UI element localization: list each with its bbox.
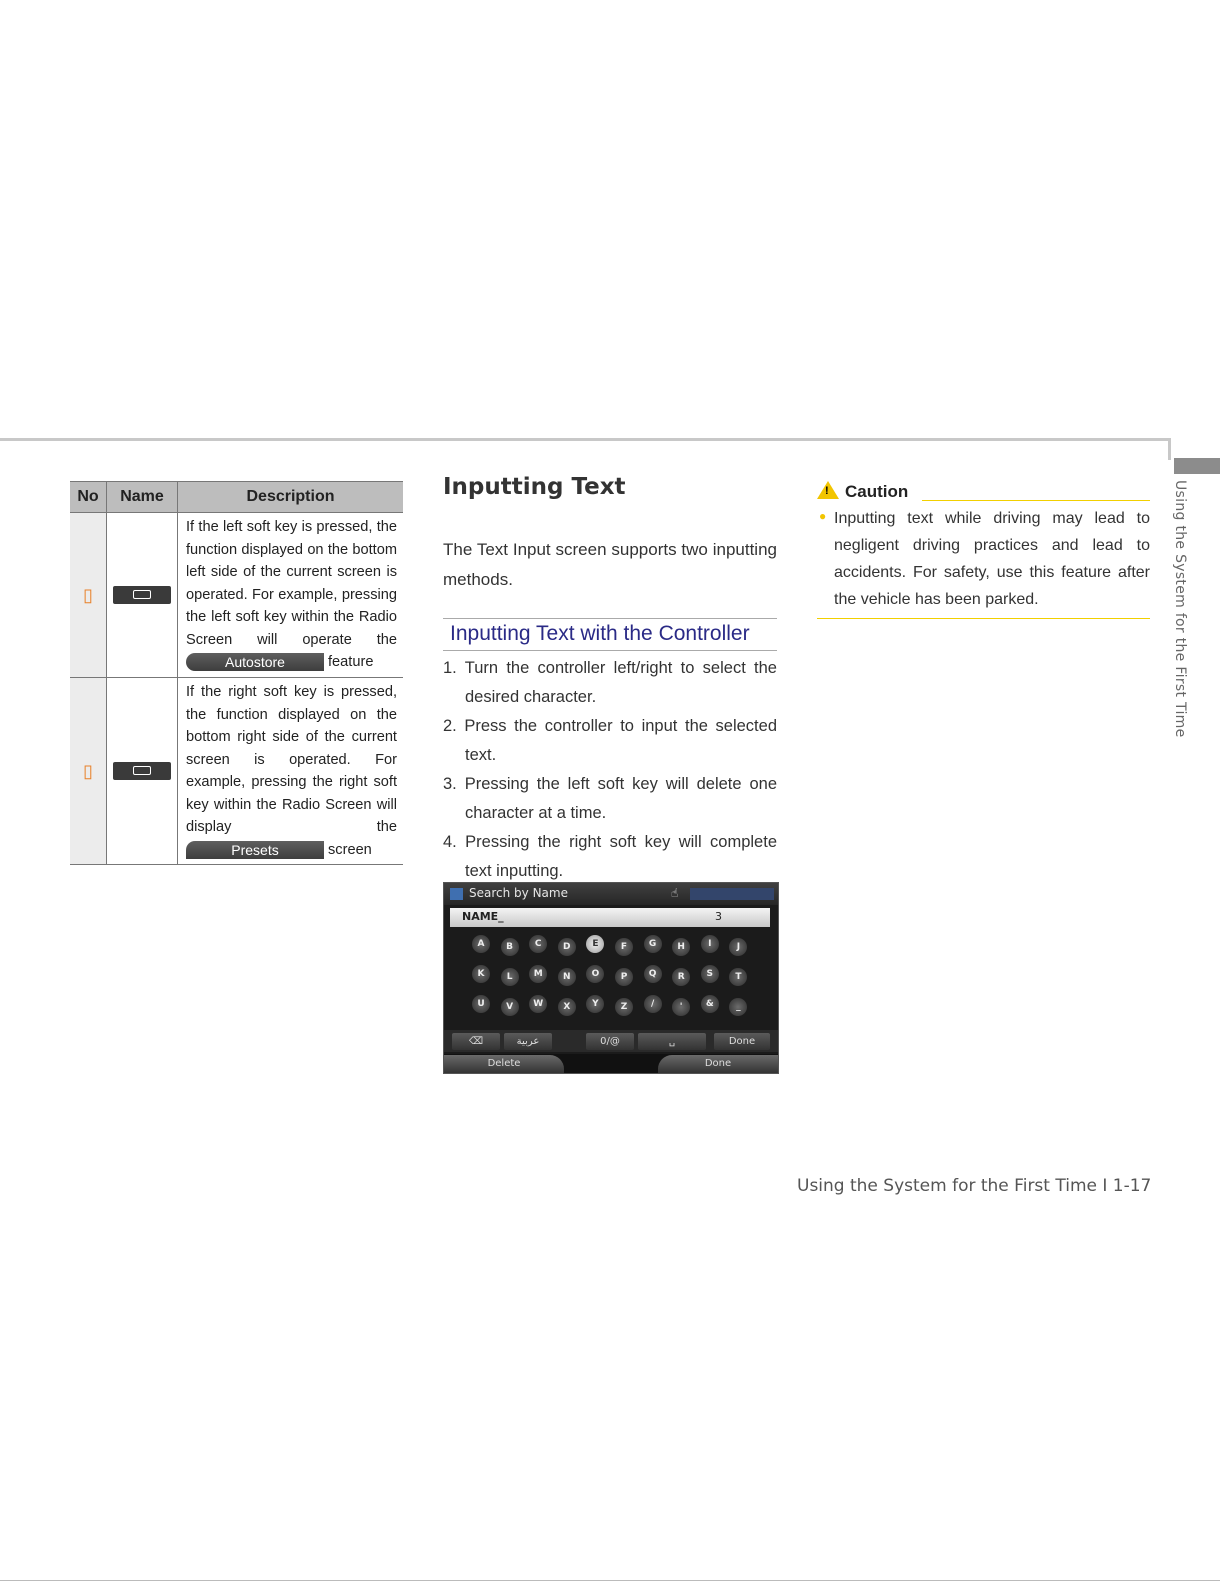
field-value: NAME_	[462, 910, 504, 923]
step-item: 4. Pressing the right soft key will complete text inputting.	[443, 833, 777, 880]
row-description	[178, 678, 404, 865]
step-item: 1. Turn the controller left/right to select the desired character.	[443, 659, 777, 706]
done-soft-key: Done	[658, 1055, 778, 1073]
screen-title-bar	[444, 883, 778, 905]
steps-list	[443, 654, 777, 886]
description-suffix: screen	[328, 841, 372, 858]
text-input-screenshot	[443, 882, 779, 1074]
caution-top-rule	[922, 500, 1150, 501]
left-soft-key-icon	[113, 586, 171, 604]
keyboard-key: H	[672, 938, 690, 956]
row-name-cell	[107, 513, 178, 678]
keyboard-key: '	[672, 998, 690, 1016]
header-description: Description	[178, 482, 404, 513]
keyboard-key: U	[472, 995, 490, 1013]
backspace-key: ⌫	[452, 1033, 500, 1050]
keyboard-key: E	[586, 935, 604, 953]
keyboard-key: P	[615, 968, 633, 986]
intro-paragraph: The Text Input screen supports two inputting methods.	[443, 540, 777, 589]
keyboard-key: M	[529, 965, 547, 983]
keyboard-key: R	[672, 968, 690, 986]
soft-key-table	[70, 481, 403, 865]
keyboard-key: X	[558, 998, 576, 1016]
keyboard-key: Z	[615, 998, 633, 1016]
keyboard-key: J	[729, 938, 747, 956]
done-key: Done	[714, 1033, 770, 1050]
keyboard-key: D	[558, 938, 576, 956]
field-count: 3	[715, 910, 722, 923]
keyboard-key: F	[615, 938, 633, 956]
section-title: Inputting Text	[443, 474, 626, 500]
caution-text: Inputting text while driving may lead to negligent driving practices and lead to accidents. For safety, use this feature after the vehicle has been parked.	[834, 510, 1150, 608]
keyboard-key: N	[558, 968, 576, 986]
number-symbol-key: 0/@	[586, 1033, 634, 1050]
warning-icon: !	[817, 481, 839, 499]
chapter-tab	[1174, 458, 1220, 474]
bottom-rule	[0, 1580, 1220, 1581]
keyboard-key: /	[644, 995, 662, 1013]
screen-title: Search by Name	[469, 886, 568, 900]
autostore-button-image: Autostore	[186, 653, 324, 671]
step-item: 3. Pressing the left soft key will delete one character at a time.	[443, 775, 777, 822]
chapter-side-label: Using the System for the First Time	[1172, 480, 1188, 738]
text-input-icon	[450, 888, 463, 900]
step-item: 2. Press the controller to input the selected text.	[443, 717, 777, 764]
hand-icon: ☝	[671, 886, 679, 900]
top-rule-corner	[1168, 438, 1171, 460]
page-footer: Using the System for the First Time I 1-17	[797, 1176, 1152, 1196]
caution-bottom-rule	[817, 618, 1150, 619]
keyboard-key: W	[529, 995, 547, 1013]
right-soft-key-icon	[113, 762, 171, 780]
description-text: If the left soft key is pressed, the function displayed on the bottom left side of the current screen is operated. For example, pressing the left soft key within the Radio Screen will operate the	[186, 519, 397, 648]
delete-soft-key: Delete	[444, 1055, 564, 1073]
keyboard-key: G	[644, 935, 662, 953]
subheading: Inputting Text with the Controller	[450, 622, 750, 645]
presets-button-image: Presets	[186, 841, 324, 859]
space-key: ␣	[638, 1033, 706, 1050]
name-input-field	[450, 908, 770, 927]
description-text: If the right soft key is pressed, the function displayed on the bottom right side of the current screen is operated. For example, pressing the right soft key within the Radio Screen will display the	[186, 684, 397, 835]
keyboard-key: L	[501, 968, 519, 986]
row-description	[178, 513, 404, 678]
keyboard-key: &	[701, 995, 719, 1013]
keyboard-key: B	[501, 938, 519, 956]
arabic-key: عربية	[504, 1033, 552, 1050]
keyboard-key: T	[729, 968, 747, 986]
keyboard-key: O	[586, 965, 604, 983]
header-name: Name	[107, 482, 178, 513]
keyboard-key: A	[472, 935, 490, 953]
keyboard-key: K	[472, 965, 490, 983]
keyboard-key: V	[501, 998, 519, 1016]
caution-title: Caution	[845, 482, 909, 501]
top-rule	[0, 438, 1170, 441]
table-row	[70, 513, 403, 678]
keyboard-key: C	[529, 935, 547, 953]
description-suffix: feature	[328, 654, 374, 671]
row-name-cell	[107, 678, 178, 865]
keyboard-key: I	[701, 935, 719, 953]
bullet-icon: ●	[819, 509, 827, 523]
row-number-marker: ▯	[70, 513, 107, 678]
row-number-marker: ▯	[70, 678, 107, 865]
header-no: No	[70, 482, 107, 513]
keyboard-key: _	[729, 998, 747, 1016]
table-header-row	[70, 482, 403, 513]
table-row	[70, 678, 403, 865]
keyboard-key: S	[701, 965, 719, 983]
caution-heading	[817, 481, 908, 502]
touch-hint-label	[690, 888, 774, 900]
keyboard-key: Y	[586, 995, 604, 1013]
keyboard-key: Q	[644, 965, 662, 983]
